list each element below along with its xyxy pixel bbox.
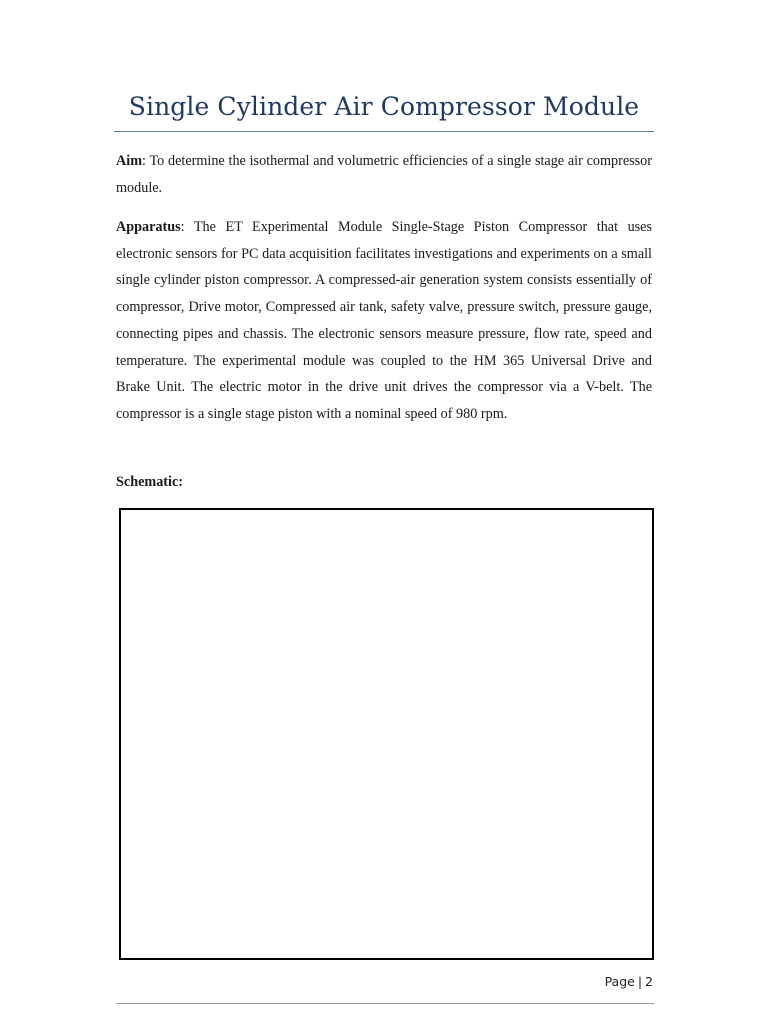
schematic-heading: Schematic: xyxy=(116,474,183,490)
aim-label: Aim xyxy=(116,153,143,169)
page-label: Page xyxy=(604,974,635,989)
apparatus-label: Apparatus xyxy=(116,219,181,235)
schematic-box xyxy=(119,508,654,960)
aim-paragraph xyxy=(116,148,652,201)
aim-text: : To determine the isothermal and volumetric efficiencies of a single stage air compressor module. xyxy=(116,153,652,196)
page-separator: | xyxy=(637,974,643,989)
footer-rule xyxy=(116,1003,654,1004)
page-number: 2 xyxy=(645,974,653,989)
apparatus-text: : The ET Experimental Module Single-Stage Piston Compressor that uses electronic sensors for PC data acquisition facilitates investigations and experiments on a small single cylinder piston compressor. A compressed-air generation system consists essentially of compressor, Drive motor, Compressed air tank, safety valve, pressure switch, pressure gauge, connecting pipes and chassis. The electronic sensors measure pressure, flow rate, speed and temperature. The experimental module was coupled to the HM 365 Universal Drive and Brake Unit. The electric motor in the drive unit drives the compressor via a V-belt. The compressor is a single stage piston with a nominal speed of 980 rpm. xyxy=(116,219,652,422)
page-title: Single Cylinder Air Compressor Module xyxy=(128,92,640,121)
apparatus-paragraph xyxy=(116,214,652,428)
title-underline xyxy=(114,131,654,132)
page-footer xyxy=(605,974,653,989)
